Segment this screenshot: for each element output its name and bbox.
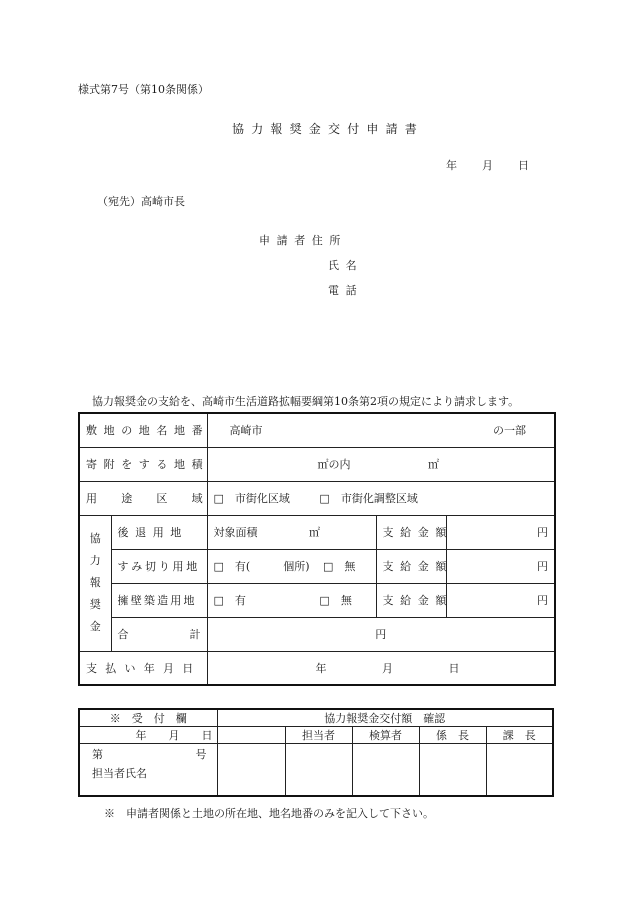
pay-date-row: [79, 651, 555, 685]
reward-char-3: 報: [89, 576, 101, 589]
applicant-address-label: 申請者住所: [259, 234, 347, 247]
total-value[interactable]: [207, 617, 555, 651]
site-suffix: の一部: [493, 424, 527, 438]
setback-area-unit: ㎡: [309, 526, 321, 539]
col-staff: 担当者: [285, 727, 352, 744]
setback-yen: 円: [537, 526, 549, 539]
retaining-wall-label: 擁壁築造用地: [111, 583, 207, 617]
footnote: ※ 申請者関係と土地の所在地、地名地番のみを記入して下さい。: [104, 807, 434, 820]
date-day-label: 日: [518, 159, 529, 172]
use-zone-label: 用途区域: [86, 492, 227, 505]
retaining-wall-no[interactable]: □ 無: [319, 594, 352, 607]
total-label-cell: [111, 617, 207, 651]
total-yen: 円: [375, 628, 387, 641]
application-table: [78, 412, 556, 686]
receipt-table: [78, 708, 554, 797]
corner-cut-pay-label: 支給金額: [376, 549, 446, 583]
setback-pay-label: 支給金額: [376, 515, 446, 549]
pay-date-month: 月: [382, 661, 394, 675]
setback-label: 後退用地: [111, 515, 207, 549]
reward-label-vertical: [79, 515, 111, 651]
site-value-cell[interactable]: [207, 413, 555, 447]
section-chief-stamp[interactable]: [419, 744, 486, 796]
corner-cut-row: [79, 549, 555, 583]
retaining-wall-row: [79, 583, 555, 617]
setback-pay-value[interactable]: [446, 515, 555, 549]
corner-cut-label: すみ切り用地: [111, 549, 207, 583]
donation-unit: ㎡: [428, 458, 440, 471]
receipt-header-row: [79, 709, 553, 727]
receipt-subheader-row: [79, 727, 553, 744]
request-text: 協力報奨金の支給を、高崎市生活道路拡幅要綱第10条第2項の規定により請求します。: [92, 395, 520, 408]
retaining-wall-yen: 円: [537, 594, 549, 607]
total-label-char-2: 計: [189, 628, 201, 641]
use-option-urbanization[interactable]: □ 市街化区域: [213, 492, 290, 505]
use-option-control[interactable]: □ 市街化調整区域: [319, 492, 418, 505]
receipt-body-row: [79, 744, 553, 796]
corner-cut-options: [207, 549, 376, 583]
donation-value-cell[interactable]: [207, 447, 555, 481]
setback-area-cell[interactable]: [207, 515, 376, 549]
retaining-wall-pay-value[interactable]: [446, 583, 555, 617]
division-chief-stamp[interactable]: [486, 744, 553, 796]
retaining-wall-options: [207, 583, 376, 617]
setback-area-label: 対象面積: [213, 526, 258, 539]
staff-stamp[interactable]: [285, 744, 352, 796]
corner-cut-yen: 円: [537, 560, 549, 573]
date-year-label: 年: [446, 159, 457, 172]
total-label-char-1: 合: [117, 628, 129, 641]
receipt-amount-cell[interactable]: [217, 727, 285, 744]
setback-row: [79, 515, 555, 549]
pay-date-label: 支払い年月日: [79, 651, 207, 685]
receipt-date-label: 年 月 日: [79, 727, 217, 744]
site-row: [79, 413, 555, 447]
pay-date-value[interactable]: [207, 651, 555, 685]
number-suffix: 号: [195, 748, 207, 761]
staff-name-label: 担当者氏名: [92, 767, 147, 780]
receipt-amount-value[interactable]: [217, 744, 285, 796]
pay-date-day: 日: [448, 661, 460, 675]
retaining-wall-pay-label: 支給金額: [376, 583, 446, 617]
receipt-number-cell[interactable]: [79, 744, 217, 796]
receipt-header-left: ※ 受 付 欄: [79, 709, 217, 727]
retaining-wall-yes[interactable]: □ 有: [213, 594, 246, 607]
document-title: 協力報奨金交付申請書: [232, 122, 425, 136]
use-zone-options: [207, 481, 555, 515]
total-row: [79, 617, 555, 651]
number-prefix: 第: [92, 748, 103, 761]
donation-area-text: ㎡の内: [317, 458, 351, 471]
corner-cut-pay-value[interactable]: [446, 549, 555, 583]
date-month-label: 月: [482, 159, 493, 172]
col-checker: 検算者: [352, 727, 419, 744]
applicant-name-label: 氏名: [328, 259, 364, 272]
pay-date-year: 年: [315, 661, 327, 675]
corner-cut-no[interactable]: □ 無: [323, 560, 356, 573]
reward-char-2: 力: [89, 554, 101, 567]
col-section-chief: 係 長: [419, 727, 486, 744]
addressee: （宛先）高崎市長: [97, 195, 185, 208]
reward-char-5: 金: [89, 620, 101, 633]
donation-label: 寄附をする地積: [79, 447, 207, 481]
donation-row: [79, 447, 555, 481]
applicant-phone-label: 電話: [328, 284, 364, 297]
col-division-chief: 課 長: [486, 727, 553, 744]
checker-stamp[interactable]: [352, 744, 419, 796]
site-label: 敷地の地名地番: [79, 413, 207, 447]
receipt-header-right: 協力報奨金交付額 確認: [217, 709, 553, 727]
use-zone-label-cell: [79, 481, 227, 515]
use-zone-row: [79, 481, 555, 515]
site-city: 高崎市: [229, 424, 263, 438]
reward-char-1: 協: [89, 532, 101, 545]
form-number: 様式第7号（第10条関係）: [78, 83, 209, 96]
corner-cut-yes[interactable]: □ 有( 個所): [213, 560, 310, 573]
reward-char-4: 奨: [89, 598, 101, 611]
